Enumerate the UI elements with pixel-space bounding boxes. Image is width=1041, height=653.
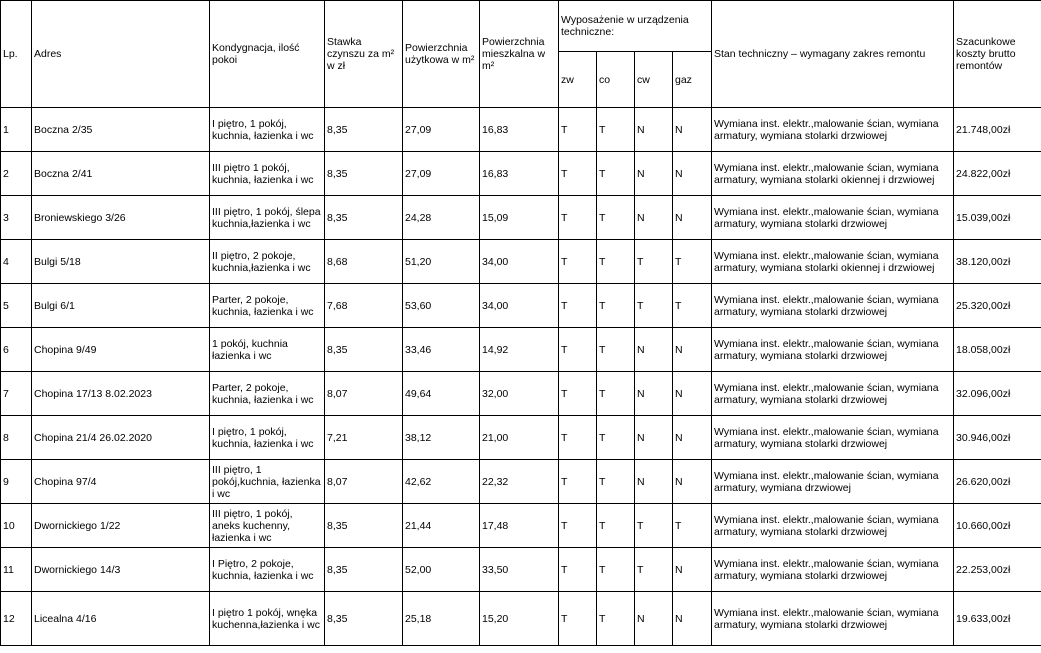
cell-stan: Wymiana inst. elektr.,malowanie ścian, wymiana armatury, wymiana stolarki drzwiowej bbox=[712, 284, 954, 328]
table-row bbox=[1, 372, 1041, 416]
cell-zw: T bbox=[559, 108, 597, 152]
cell-gaz: N bbox=[673, 548, 712, 592]
cell-gaz: N bbox=[673, 372, 712, 416]
cell-stawka: 8,07 bbox=[325, 372, 403, 416]
cell-kondygnacja: III piętro 1 pokój, kuchnia, łazienka i wc bbox=[210, 152, 325, 196]
cell-stan: Wymiana inst. elektr.,malowanie ścian, wymiana armatury, wymiana stolarki drzwiowej bbox=[712, 592, 954, 646]
cell-lp: 12 bbox=[1, 592, 32, 646]
cell-stan: Wymiana inst. elektr.,malowanie ścian, wymiana armatury, wymiana stolarki drzwiowej bbox=[712, 416, 954, 460]
cell-co: T bbox=[597, 548, 635, 592]
cell-adres: Broniewskiego 3/26 bbox=[32, 196, 210, 240]
table-row bbox=[1, 196, 1041, 240]
table-row bbox=[1, 328, 1041, 372]
cell-koszt: 21.748,00zł bbox=[954, 108, 1041, 152]
cell-lp: 11 bbox=[1, 548, 32, 592]
cell-stawka: 8,35 bbox=[325, 504, 403, 548]
cell-stawka: 8,68 bbox=[325, 240, 403, 284]
cell-lp: 2 bbox=[1, 152, 32, 196]
cell-adres: Bulgi 6/1 bbox=[32, 284, 210, 328]
header-co: co bbox=[597, 52, 635, 108]
cell-stan: Wymiana inst. elektr.,malowanie ścian, wymiana armatury, wymiana stolarki drzwiowej bbox=[712, 504, 954, 548]
cell-lp: 7 bbox=[1, 372, 32, 416]
header-lp: Lp. bbox=[1, 1, 32, 108]
cell-koszt: 32.096,00zł bbox=[954, 372, 1041, 416]
cell-adres: Chopina 9/49 bbox=[32, 328, 210, 372]
header-pow-mieszkalna: Powierzchnia mieszkalna w m² bbox=[480, 1, 559, 108]
header-wyposazenie: Wyposażenie w urządzenia techniczne: bbox=[559, 1, 712, 52]
cell-koszt: 26.620,00zł bbox=[954, 460, 1041, 504]
cell-adres: Dwornickiego 14/3 bbox=[32, 548, 210, 592]
cell-kondygnacja: Parter, 2 pokoje, kuchnia, łazienka i wc bbox=[210, 284, 325, 328]
table-row bbox=[1, 504, 1041, 548]
cell-lp: 4 bbox=[1, 240, 32, 284]
cell-gaz: N bbox=[673, 416, 712, 460]
cell-gaz: N bbox=[673, 196, 712, 240]
cell-kondygnacja: I Piętro, 2 pokoje, kuchnia, łazienka i wc bbox=[210, 548, 325, 592]
table-row bbox=[1, 460, 1041, 504]
cell-kondygnacja: II piętro, 2 pokoje, kuchnia,łazienka i wc bbox=[210, 240, 325, 284]
cell-stan: Wymiana inst. elektr.,malowanie ścian, wymiana armatury, wymiana drzwiowej bbox=[712, 460, 954, 504]
header-adres: Adres bbox=[32, 1, 210, 108]
header-kondygnacja: Kondygnacja, ilość pokoi bbox=[210, 1, 325, 108]
cell-kondygnacja: I piętro, 1 pokój, kuchnia, łazienka i wc bbox=[210, 108, 325, 152]
cell-pow-mieszkalna: 16,83 bbox=[480, 108, 559, 152]
cell-cw: T bbox=[635, 548, 673, 592]
cell-pow-mieszkalna: 33,50 bbox=[480, 548, 559, 592]
cell-adres: Bulgi 5/18 bbox=[32, 240, 210, 284]
cell-pow-uzytkowa: 27,09 bbox=[403, 152, 480, 196]
table-row bbox=[1, 592, 1041, 646]
cell-lp: 3 bbox=[1, 196, 32, 240]
header-cw: cw bbox=[635, 52, 673, 108]
cell-cw: N bbox=[635, 152, 673, 196]
cell-zw: T bbox=[559, 240, 597, 284]
cell-cw: T bbox=[635, 284, 673, 328]
cell-stan: Wymiana inst. elektr.,malowanie ścian, wymiana armatury, wymiana stolarki drzwiowej bbox=[712, 328, 954, 372]
cell-gaz: N bbox=[673, 152, 712, 196]
cell-stawka: 8,07 bbox=[325, 460, 403, 504]
cell-stawka: 8,35 bbox=[325, 548, 403, 592]
cell-stan: Wymiana inst. elektr.,malowanie ścian, wymiana armatury, wymiana stolarki okiennej i drzwiowej bbox=[712, 240, 954, 284]
cell-co: T bbox=[597, 240, 635, 284]
cell-koszt: 18.058,00zł bbox=[954, 328, 1041, 372]
cell-lp: 9 bbox=[1, 460, 32, 504]
cell-pow-mieszkalna: 34,00 bbox=[480, 284, 559, 328]
cell-koszt: 19.633,00zł bbox=[954, 592, 1041, 646]
cell-stan: Wymiana inst. elektr.,malowanie ścian, wymiana armatury, wymiana stolarki drzwiowej bbox=[712, 108, 954, 152]
cell-stan: Wymiana inst. elektr.,malowanie ścian, wymiana armatury, wymiana stolarki drzwiowej bbox=[712, 372, 954, 416]
cell-pow-mieszkalna: 34,00 bbox=[480, 240, 559, 284]
cell-zw: T bbox=[559, 196, 597, 240]
header-zw: zw bbox=[559, 52, 597, 108]
cell-koszt: 38.120,00zł bbox=[954, 240, 1041, 284]
cell-zw: T bbox=[559, 460, 597, 504]
cell-co: T bbox=[597, 108, 635, 152]
cell-co: T bbox=[597, 152, 635, 196]
cell-gaz: N bbox=[673, 328, 712, 372]
header-row-top bbox=[1, 1, 1041, 52]
cell-lp: 1 bbox=[1, 108, 32, 152]
cell-adres: Dwornickiego 1/22 bbox=[32, 504, 210, 548]
cell-pow-uzytkowa: 25,18 bbox=[403, 592, 480, 646]
cell-koszt: 15.039,00zł bbox=[954, 196, 1041, 240]
cell-pow-uzytkowa: 38,12 bbox=[403, 416, 480, 460]
cell-zw: T bbox=[559, 416, 597, 460]
cell-kondygnacja: III piętro, 1 pokój, ślepa kuchnia,łazienka i wc bbox=[210, 196, 325, 240]
header-stawka: Stawka czynszu za m² w zł bbox=[325, 1, 403, 108]
cell-lp: 8 bbox=[1, 416, 32, 460]
cell-adres: Chopina 17/13 8.02.2023 bbox=[32, 372, 210, 416]
cell-zw: T bbox=[559, 504, 597, 548]
header-koszty: Szacunkowe koszty brutto remontów bbox=[954, 1, 1041, 108]
cell-cw: T bbox=[635, 240, 673, 284]
cell-zw: T bbox=[559, 372, 597, 416]
cell-kondygnacja: III piętro, 1 pokój,kuchnia, łazienka i wc bbox=[210, 460, 325, 504]
cell-stawka: 8,35 bbox=[325, 108, 403, 152]
cell-lp: 10 bbox=[1, 504, 32, 548]
cell-gaz: N bbox=[673, 592, 712, 646]
cell-zw: T bbox=[559, 152, 597, 196]
cell-stawka: 7,21 bbox=[325, 416, 403, 460]
cell-stawka: 8,35 bbox=[325, 152, 403, 196]
cell-pow-uzytkowa: 21,44 bbox=[403, 504, 480, 548]
cell-stan: Wymiana inst. elektr.,malowanie ścian, wymiana armatury, wymiana stolarki drzwiowej bbox=[712, 196, 954, 240]
cell-cw: N bbox=[635, 108, 673, 152]
cell-kondygnacja: III piętro, 1 pokój, aneks kuchenny, łazienka i wc bbox=[210, 504, 325, 548]
cell-co: T bbox=[597, 328, 635, 372]
cell-adres: Boczna 2/41 bbox=[32, 152, 210, 196]
cell-pow-mieszkalna: 21,00 bbox=[480, 416, 559, 460]
cell-stawka: 8,35 bbox=[325, 328, 403, 372]
cell-co: T bbox=[597, 196, 635, 240]
cell-cw: N bbox=[635, 328, 673, 372]
cell-cw: N bbox=[635, 196, 673, 240]
cell-pow-mieszkalna: 16,83 bbox=[480, 152, 559, 196]
cell-kondygnacja: 1 pokój, kuchnia łazienka i wc bbox=[210, 328, 325, 372]
cell-stawka: 8,35 bbox=[325, 592, 403, 646]
cell-pow-mieszkalna: 22,32 bbox=[480, 460, 559, 504]
cell-gaz: T bbox=[673, 504, 712, 548]
table-row bbox=[1, 240, 1041, 284]
cell-stan: Wymiana inst. elektr.,malowanie ścian, wymiana armatury, wymiana stolarki okiennej i drzwiowej bbox=[712, 152, 954, 196]
cell-lp: 6 bbox=[1, 328, 32, 372]
cell-pow-uzytkowa: 33,46 bbox=[403, 328, 480, 372]
cell-zw: T bbox=[559, 284, 597, 328]
cell-co: T bbox=[597, 592, 635, 646]
cell-cw: N bbox=[635, 416, 673, 460]
cell-gaz: N bbox=[673, 108, 712, 152]
cell-adres: Boczna 2/35 bbox=[32, 108, 210, 152]
cell-kondygnacja: Parter, 2 pokoje, kuchnia, łazienka i wc bbox=[210, 372, 325, 416]
cell-kondygnacja: I piętro, 1 pokój, kuchnia, łazienka i wc bbox=[210, 416, 325, 460]
cell-pow-uzytkowa: 53,60 bbox=[403, 284, 480, 328]
cell-pow-mieszkalna: 17,48 bbox=[480, 504, 559, 548]
table-row bbox=[1, 108, 1041, 152]
cell-pow-uzytkowa: 24,28 bbox=[403, 196, 480, 240]
table-row bbox=[1, 284, 1041, 328]
cell-pow-uzytkowa: 27,09 bbox=[403, 108, 480, 152]
cell-pow-uzytkowa: 42,62 bbox=[403, 460, 480, 504]
cell-koszt: 10.660,00zł bbox=[954, 504, 1041, 548]
cell-pow-uzytkowa: 51,20 bbox=[403, 240, 480, 284]
table-row bbox=[1, 416, 1041, 460]
cell-pow-uzytkowa: 49,64 bbox=[403, 372, 480, 416]
cell-adres: Chopina 97/4 bbox=[32, 460, 210, 504]
cell-koszt: 24.822,00zł bbox=[954, 152, 1041, 196]
cell-koszt: 22.253,00zł bbox=[954, 548, 1041, 592]
cell-koszt: 25.320,00zł bbox=[954, 284, 1041, 328]
cell-cw: T bbox=[635, 504, 673, 548]
cell-gaz: T bbox=[673, 284, 712, 328]
cell-pow-mieszkalna: 14,92 bbox=[480, 328, 559, 372]
cell-cw: N bbox=[635, 460, 673, 504]
cell-co: T bbox=[597, 416, 635, 460]
cell-gaz: N bbox=[673, 460, 712, 504]
header-stan: Stan techniczny – wymagany zakres remontu bbox=[712, 1, 954, 108]
cell-pow-uzytkowa: 52,00 bbox=[403, 548, 480, 592]
cell-zw: T bbox=[559, 328, 597, 372]
table-row bbox=[1, 548, 1041, 592]
cell-pow-mieszkalna: 32,00 bbox=[480, 372, 559, 416]
cell-lp: 5 bbox=[1, 284, 32, 328]
header-gaz: gaz bbox=[673, 52, 712, 108]
cell-co: T bbox=[597, 372, 635, 416]
cell-gaz: T bbox=[673, 240, 712, 284]
cell-koszt: 30.946,00zł bbox=[954, 416, 1041, 460]
cell-stawka: 8,35 bbox=[325, 196, 403, 240]
cell-co: T bbox=[597, 460, 635, 504]
header-pow-uzytkowa: Powierzchnia użytkowa w m² bbox=[403, 1, 480, 108]
cell-zw: T bbox=[559, 548, 597, 592]
cell-pow-mieszkalna: 15,09 bbox=[480, 196, 559, 240]
cell-kondygnacja: I piętro 1 pokój, wnęka kuchenna,łazienka i wc bbox=[210, 592, 325, 646]
cell-pow-mieszkalna: 15,20 bbox=[480, 592, 559, 646]
table-row bbox=[1, 152, 1041, 196]
cell-cw: N bbox=[635, 372, 673, 416]
cell-cw: N bbox=[635, 592, 673, 646]
cell-adres: Chopina 21/4 26.02.2020 bbox=[32, 416, 210, 460]
cell-adres: Licealna 4/16 bbox=[32, 592, 210, 646]
cell-co: T bbox=[597, 504, 635, 548]
cell-zw: T bbox=[559, 592, 597, 646]
cell-stawka: 7,68 bbox=[325, 284, 403, 328]
cell-co: T bbox=[597, 284, 635, 328]
cell-stan: Wymiana inst. elektr.,malowanie ścian, wymiana armatury, wymiana stolarki drzwiowej bbox=[712, 548, 954, 592]
